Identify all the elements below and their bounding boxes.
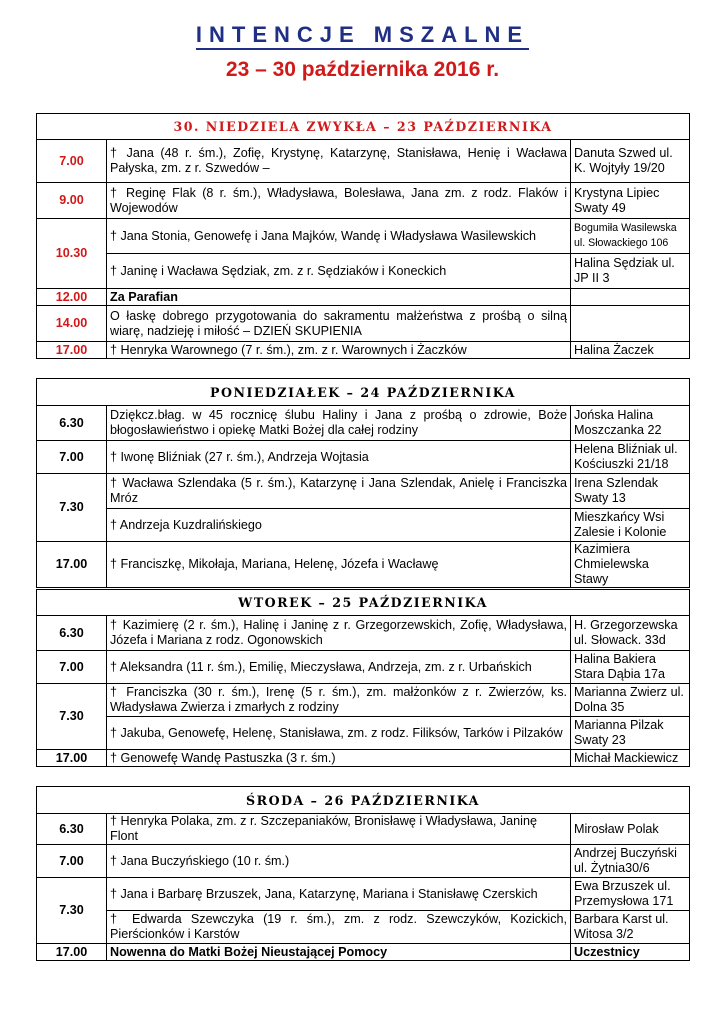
requester: Ewa Brzuszek ul. Przemysłowa 171: [571, 878, 690, 911]
intention-text: † Jana i Barbarę Brzuszek, Jana, Katarzynę, Mariana i Stanisławę Czerskich: [107, 878, 571, 911]
intention-text: † Andrzeja Kuzdralińskiego: [107, 509, 571, 542]
mass-time: 17.00: [37, 542, 107, 588]
requester: Danuta Szwed ul. K. Wojtyły 19/20: [571, 140, 690, 183]
day-table-tuesday: [36, 589, 690, 767]
requester: Bogumiła Wasilewska ul. Słowackiego 106: [571, 219, 690, 254]
mass-time: 7.00: [37, 441, 107, 474]
mass-time: 17.00: [37, 944, 107, 961]
mass-time: 7.30: [37, 684, 107, 750]
intention-text: O łaskę dobrego przygotowania do sakramentu małżeństwa z prośbą o silną wiarę, nadzieję i miłość – DZIEŃ SKUPIENIA: [107, 306, 571, 342]
day-table-wednesday: [36, 786, 690, 961]
requester: Irena Szlendak Swaty 13: [571, 474, 690, 509]
requester: Mieszkańcy Wsi Zalesie i Kolonie: [571, 509, 690, 542]
table-row: [37, 651, 690, 684]
intention-text: † Kazimierę (2 r. śm.), Halinę i Janinę z r. Grzegorzewskich, Zofię, Władysława, Józefa i Mariana z rodz. Ogonowskich: [107, 616, 571, 651]
intention-text: † Jana Stonia, Genowefę i Jana Majków, Wandę i Władysława Wasilewskich: [107, 219, 571, 254]
requester: Halina Sędziak ul. JP II 3: [571, 254, 690, 289]
table-row: [37, 140, 690, 183]
requester: Marianna Zwierz ul. Dolna 35: [571, 684, 690, 717]
mass-time: 10.30: [37, 219, 107, 289]
requester: Jońska Halina Moszczanka 22: [571, 406, 690, 441]
table-row: [37, 814, 690, 845]
table-row: [37, 878, 690, 911]
mass-time: 7.00: [37, 651, 107, 684]
table-row: [37, 911, 690, 944]
requester: Halina Bakiera Stara Dąbia 17a: [571, 651, 690, 684]
mass-time: 7.30: [37, 878, 107, 944]
intention-text: † Henryka Polaka, zm. z r. Szczepaniaków, Bronisławę i Władysława, Janinę Flont: [107, 814, 571, 845]
day-heading: ŚRODA – 26 PAŹDZIERNIKA: [37, 787, 690, 814]
intention-text: † Jana (48 r. śm.), Zofię, Krystynę, Katarzynę, Stanisława, Henię i Wacława Pałyska, zm. z r. Szwedów –: [107, 140, 571, 183]
table-row: [37, 342, 690, 359]
intention-text: † Aleksandra (11 r. śm.), Emilię, Mieczysława, Andrzeja, zm. z r. Urbańskich: [107, 651, 571, 684]
day-table-monday: [36, 378, 690, 588]
mass-time: 12.00: [37, 289, 107, 306]
intention-text: † Jakuba, Genowefę, Helenę, Stanisława, zm. z rodz. Filiksów, Tarków i Pilzaków: [107, 717, 571, 750]
intention-text: Nowenna do Matki Bożej Nieustającej Pomocy: [107, 944, 571, 961]
table-row: [37, 717, 690, 750]
table-row: [37, 183, 690, 219]
intention-text: † Jana Buczyńskiego (10 r. śm.): [107, 845, 571, 878]
mass-time: 7.00: [37, 845, 107, 878]
table-row: [37, 474, 690, 509]
table-row: [37, 542, 690, 588]
requester: [571, 306, 690, 342]
intention-text: † Iwonę Bliźniak (27 r. śm.), Andrzeja Wojtasia: [107, 441, 571, 474]
day-heading: PONIEDZIAŁEK – 24 PAŹDZIERNIKA: [37, 379, 690, 406]
mass-time: 9.00: [37, 183, 107, 219]
mass-time: 7.30: [37, 474, 107, 542]
table-row: [37, 684, 690, 717]
intention-text: † Janinę i Wacława Sędziak, zm. z r. Sędziaków i Koneckich: [107, 254, 571, 289]
table-row: [37, 509, 690, 542]
requester: Uczestnicy: [571, 944, 690, 961]
requester: Helena Bliźniak ul. Kościuszki 21/18: [571, 441, 690, 474]
intention-text: † Genowefę Wandę Pastuszka (3 r. śm.): [107, 750, 571, 767]
requester: Kazimiera Chmielewska Stawy: [571, 542, 690, 588]
intention-text: Za Parafian: [107, 289, 571, 306]
requester: [571, 289, 690, 306]
intention-text: † Edwarda Szewczyka (19 r. śm.), zm. z rodz. Szewczyków, Kozickich, Pierścionków i Karstów: [107, 911, 571, 944]
mass-time: 6.30: [37, 814, 107, 845]
mass-time: 14.00: [37, 306, 107, 342]
requester: Marianna Pilzak Swaty 23: [571, 717, 690, 750]
table-row: [37, 750, 690, 767]
day-table-sunday: [36, 113, 690, 359]
table-row: [37, 616, 690, 651]
requester: Michał Mackiewicz: [571, 750, 690, 767]
mass-time: 17.00: [37, 342, 107, 359]
date-range: 23 – 30 października 2016 r.: [225, 58, 500, 81]
requester: Krystyna Lipiec Swaty 49: [571, 183, 690, 219]
table-row: [37, 289, 690, 306]
intention-text: † Wacława Szlendaka (5 r. śm.), Katarzynę i Jana Szlendak, Anielę i Franciszka Mróz: [107, 474, 571, 509]
intention-text: † Franciszkę, Mikołaja, Mariana, Helenę, Józefa i Wacławę: [107, 542, 571, 588]
intention-text: Dziękcz.błag. w 45 rocznicę ślubu Haliny i Jana z prośbą o zdrowie, Boże błogosławieństwo i opiekę Matki Bożej dla całej rodziny: [107, 406, 571, 441]
table-row: [37, 845, 690, 878]
day-heading: WTOREK – 25 PAŹDZIERNIKA: [37, 590, 690, 616]
intention-text: † Franciszka (30 r. śm.), Irenę (5 r. śm.), zm. małżonków z r. Zwierzów, ks. Władysława Zwierza i zmarłych z rodziny: [107, 684, 571, 717]
day-heading: 30. NIEDZIELA ZWYKŁA – 23 PAŹDZIERNIKA: [37, 114, 690, 140]
table-row: [37, 219, 690, 254]
page-title: INTENCJE MSZALNE: [0, 22, 725, 48]
mass-time: 6.30: [37, 406, 107, 441]
requester: Barbara Karst ul. Witosa 3/2: [571, 911, 690, 944]
table-row: [37, 441, 690, 474]
table-row: [37, 406, 690, 441]
requester: Mirosław Polak: [571, 814, 690, 845]
table-row: [37, 944, 690, 961]
table-row: [37, 306, 690, 342]
requester: Halina Żaczek: [571, 342, 690, 359]
intention-text: † Henryka Warownego (7 r. śm.), zm. z r. Warownych i Żaczków: [107, 342, 571, 359]
mass-time: 17.00: [37, 750, 107, 767]
mass-time: 6.30: [37, 616, 107, 651]
intention-text: † Reginę Flak (8 r. śm.), Władysława, Bolesława, Jana zm. z rodz. Flaków i Wojewodów: [107, 183, 571, 219]
mass-time: 7.00: [37, 140, 107, 183]
requester: Andrzej Buczyński ul. Żytnia30/6: [571, 845, 690, 878]
table-row: [37, 254, 690, 289]
requester: H. Grzegorzewska ul. Słowack. 33d: [571, 616, 690, 651]
